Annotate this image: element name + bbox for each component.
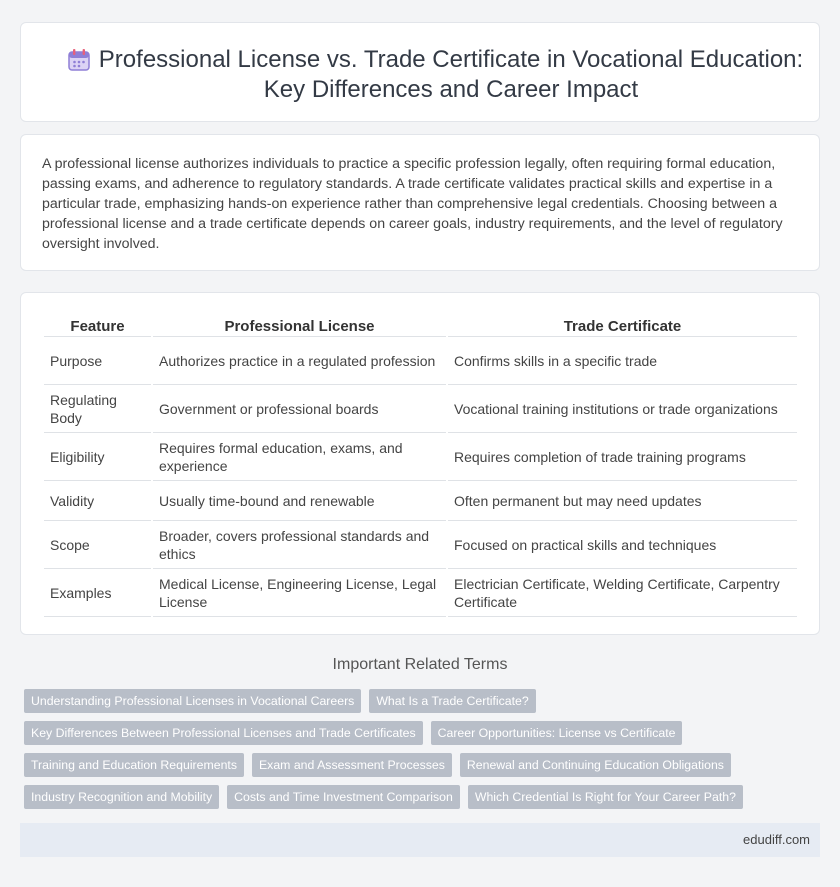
table-cell-feature: Examples [44, 569, 151, 617]
table-cell-professional-license: Authorizes practice in a regulated profession [153, 337, 446, 385]
table-cell-feature: Validity [44, 481, 151, 521]
table-row [44, 337, 797, 385]
table-row [44, 521, 797, 569]
table-cell-feature: Regulating Body [44, 385, 151, 433]
footer-site-link[interactable]: edudiff.com [743, 832, 810, 847]
table-cell-professional-license: Usually time-bound and renewable [153, 481, 446, 521]
related-term-tag[interactable]: Costs and Time Investment Comparison [227, 785, 460, 809]
related-term-tag[interactable]: What Is a Trade Certificate? [369, 689, 535, 713]
table-cell-professional-license: Requires formal education, exams, and experience [153, 433, 446, 481]
table-row [44, 569, 797, 617]
tag-row [24, 721, 804, 745]
related-term-tag[interactable]: Exam and Assessment Processes [252, 753, 452, 777]
calendar-icon [66, 47, 92, 73]
column-header-trade-certificate: Trade Certificate [448, 313, 797, 337]
tag-row [24, 785, 804, 809]
footer [20, 823, 820, 857]
comparison-table [42, 313, 799, 617]
table-cell-trade-certificate: Vocational training institutions or trade organizations [448, 385, 797, 433]
column-header-feature: Feature [44, 313, 151, 337]
table-cell-trade-certificate: Electrician Certificate, Welding Certificate, Carpentry Certificate [448, 569, 797, 617]
column-header-professional-license: Professional License [153, 313, 446, 337]
table-header-row [44, 313, 797, 337]
related-term-tag[interactable]: Training and Education Requirements [24, 753, 244, 777]
related-term-tag[interactable]: Renewal and Continuing Education Obligations [460, 753, 731, 777]
related-term-tag[interactable]: Industry Recognition and Mobility [24, 785, 219, 809]
table-cell-professional-license: Broader, covers professional standards and ethics [153, 521, 446, 569]
table-cell-professional-license: Medical License, Engineering License, Legal License [153, 569, 446, 617]
table-cell-trade-certificate: Requires completion of trade training programs [448, 433, 797, 481]
tag-row [24, 689, 804, 713]
table-row [44, 481, 797, 521]
related-term-tag[interactable]: Career Opportunities: License vs Certificate [431, 721, 683, 745]
table-cell-trade-certificate: Often permanent but may need updates [448, 481, 797, 521]
intro-paragraph: A professional license authorizes individuals to practice a specific profession legally, often requiring formal education, passing exams, and adherence to regulatory standards. A trade certificate validates practical skills and expertise in a particular trade, emphasizing hands-on experience rather than comprehensive legal credentials. Choosing between a professional license and a trade certificate depends on career goals, industry requirements, and the level of regulatory oversight involved. [42, 156, 783, 252]
related-term-tag[interactable]: Understanding Professional Licenses in Vocational Careers [24, 689, 361, 713]
page-title-line-2: Key Differences and Career Impact [263, 76, 639, 103]
table-cell-trade-certificate: Confirms skills in a specific trade [448, 337, 797, 385]
table-cell-professional-license: Government or professional boards [153, 385, 446, 433]
related-term-tag[interactable]: Which Credential Is Right for Your Career Path? [468, 785, 743, 809]
page-title-line-1: Professional License vs. Trade Certificate in Vocational Education: [98, 46, 804, 73]
header-card [20, 22, 820, 122]
table-cell-trade-certificate: Focused on practical skills and techniques [448, 521, 797, 569]
table-row [44, 385, 797, 433]
related-terms-list [24, 689, 804, 817]
table-cell-feature: Scope [44, 521, 151, 569]
intro-card [20, 134, 820, 271]
page-title [91, 45, 811, 105]
tag-row [24, 753, 804, 777]
related-term-tag[interactable]: Key Differences Between Professional Licenses and Trade Certificates [24, 721, 423, 745]
table-row [44, 433, 797, 481]
table-cell-feature: Eligibility [44, 433, 151, 481]
comparison-table-card [20, 292, 820, 635]
table-cell-feature: Purpose [44, 337, 151, 385]
related-terms-title: Important Related Terms [332, 656, 508, 673]
